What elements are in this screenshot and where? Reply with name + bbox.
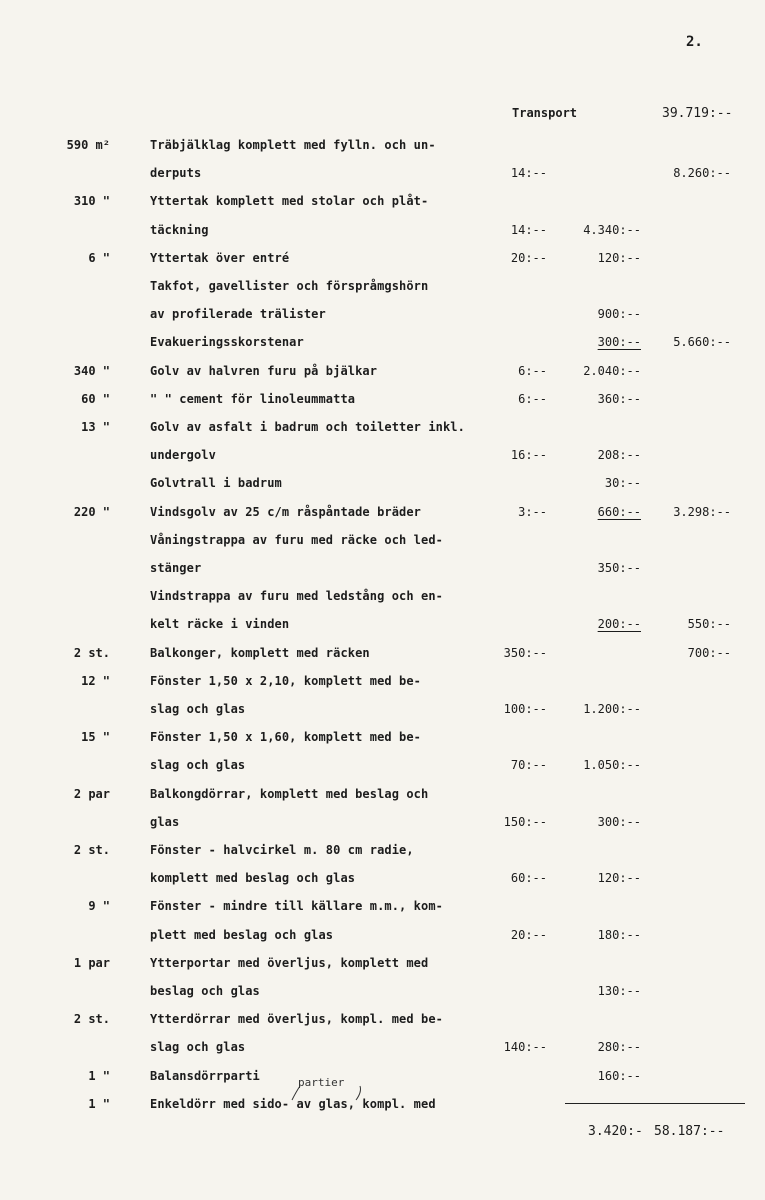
amount-cell: 30:-- [604, 476, 641, 491]
unit-price-cell: 150:-- [503, 814, 547, 829]
unit-price-cell: 60:-- [510, 871, 547, 886]
amount-cell: 120:-- [597, 871, 641, 886]
page-number: 2. [686, 34, 703, 50]
total-cell: 5.660:-- [673, 335, 731, 350]
description-cell: Enkeldörr med sido- av glas, kompl. med [150, 1096, 436, 1111]
description-cell: Fönster - mindre till källare m.m., kom- [150, 899, 443, 914]
description-cell: plett med beslag och glas [150, 927, 334, 942]
table-row [0, 138, 765, 158]
description-cell: Balkonger, komplett med räcken [150, 645, 370, 660]
table-row [0, 166, 765, 186]
table-row [0, 843, 765, 863]
description-cell: derputs [150, 166, 202, 181]
unit-price-cell: 6:-- [518, 363, 547, 378]
unit-price-cell: 20:-- [510, 250, 547, 265]
quantity-cell: 2 par [73, 786, 110, 801]
description-cell: glas [150, 814, 180, 829]
total-rule [565, 1103, 745, 1104]
amount-cell: 300:-- [597, 814, 641, 829]
table-row [0, 815, 765, 835]
description-cell: Golv av asfalt i badrum och toiletter inkl. [150, 420, 465, 434]
unit-price-cell: 100:-- [503, 702, 547, 716]
table-row [0, 392, 765, 412]
table-row [0, 561, 765, 581]
table-row [0, 674, 765, 694]
table-row [0, 646, 765, 666]
quantity-cell: 60 " [81, 391, 110, 406]
description-cell: Golvtrall i badrum [150, 476, 282, 491]
quantity-cell: 2 st. [73, 1012, 110, 1027]
unit-price-cell: 14:-- [510, 166, 547, 181]
table-row [0, 1040, 765, 1060]
unit-price-cell: 3:-- [518, 504, 547, 519]
description-cell: Ytterdörrar med överljus, kompl. med be- [150, 1012, 443, 1027]
quantity-cell: 1 " [88, 1068, 110, 1083]
table-row [0, 589, 765, 609]
quantity-cell: 310 " [73, 194, 110, 209]
amount-cell: 208:-- [597, 448, 641, 463]
total-cell: 8.260:-- [673, 166, 731, 181]
total-cell: 3.298:-- [673, 504, 731, 519]
amount-cell: 4.340:-- [583, 222, 641, 237]
table-row [0, 364, 765, 384]
quantity-cell: 220 " [73, 504, 110, 519]
description-cell: Fönster - halvcirkel m. 80 cm radie, [150, 843, 414, 857]
table-row [0, 448, 765, 468]
table-row [0, 194, 765, 214]
amount-cell: 900:-- [597, 307, 641, 322]
table-row [0, 787, 765, 807]
unit-price-cell: 14:-- [510, 222, 547, 237]
table-row [0, 702, 765, 722]
footer-sum: 3.420:- [588, 1124, 643, 1139]
description-cell: komplett med beslag och glas [150, 871, 356, 886]
table-row [0, 1097, 765, 1117]
amount-cell: 1.050:-- [583, 758, 641, 773]
handwritten-insert: partier [298, 1076, 345, 1089]
description-cell: Takfot, gavellister och förspråmgshörn [150, 279, 429, 293]
amount-cell: 200:-- [597, 617, 641, 632]
description-cell: Evakueringsskorstenar [150, 335, 304, 350]
quantity-cell: 15 " [81, 730, 110, 745]
amount-cell: 300:-- [597, 335, 641, 350]
table-row [0, 928, 765, 948]
amount-cell: 160:-- [597, 1068, 641, 1083]
quantity-cell: 9 " [88, 899, 110, 914]
quantity-cell: 1 par [73, 955, 110, 970]
table-row [0, 1069, 765, 1089]
table-row [0, 1012, 765, 1032]
description-cell: " " cement för linoleummatta [150, 391, 356, 406]
table-row [0, 956, 765, 976]
transport-label: Transport [512, 106, 578, 120]
quantity-cell: 2 st. [73, 645, 110, 660]
amount-cell: 280:-- [597, 1040, 641, 1055]
quantity-cell: 340 " [73, 363, 110, 378]
description-cell: beslag och glas [150, 984, 260, 998]
unit-price-cell: 140:-- [503, 1040, 547, 1055]
table-row [0, 617, 765, 637]
description-cell: Fönster 1,50 x 2,10, komplett med be- [150, 673, 422, 688]
description-cell: Ytterportar med överljus, komplett med [150, 955, 429, 970]
transport-value: 39.719:-- [662, 106, 733, 121]
amount-cell: 660:-- [597, 504, 641, 519]
table-row [0, 420, 765, 440]
unit-price-cell: 20:-- [510, 927, 547, 942]
table-row [0, 279, 765, 299]
description-cell: Golv av halvren furu på bjälkar [150, 363, 378, 378]
description-cell: av profilerade trälister [150, 307, 326, 322]
description-cell: stänger [150, 561, 202, 575]
description-cell: slag och glas [150, 702, 246, 716]
description-cell: Vindstrappa av furu med ledstång och en- [150, 589, 443, 604]
table-row [0, 984, 765, 1004]
description-cell: Träbjälklag komplett med fylln. och un- [150, 138, 436, 152]
quantity-cell: 12 " [81, 673, 110, 688]
description-cell: täckning [150, 222, 209, 237]
table-row [0, 730, 765, 750]
amount-cell: 130:-- [597, 984, 641, 998]
amount-cell: 1.200:-- [583, 702, 641, 716]
description-cell: Fönster 1,50 x 1,60, komplett med be- [150, 730, 422, 745]
description-cell: Vindsgolv av 25 c/m råspåntade bräder [150, 504, 422, 519]
description-cell: slag och glas [150, 758, 246, 773]
total-cell: 550:-- [687, 617, 731, 632]
unit-price-cell: 70:-- [510, 758, 547, 773]
table-row [0, 476, 765, 496]
table-row [0, 307, 765, 327]
amount-cell: 120:-- [597, 250, 641, 265]
description-cell: Våningstrappa av furu med räcke och led- [150, 532, 443, 547]
unit-price-cell: 6:-- [518, 391, 547, 406]
table-row [0, 871, 765, 891]
description-cell: Balkongdörrar, komplett med beslag och [150, 786, 429, 801]
quantity-cell: 590 m² [66, 138, 110, 152]
table-row [0, 758, 765, 778]
unit-price-cell: 16:-- [510, 448, 547, 463]
amount-cell: 180:-- [597, 927, 641, 942]
table-row [0, 899, 765, 919]
unit-price-cell: 350:-- [503, 645, 547, 660]
description-cell: kelt räcke i vinden [150, 617, 290, 632]
quantity-cell: 13 " [81, 420, 110, 434]
description-cell: Yttertak komplett med stolar och plåt- [150, 194, 429, 209]
description-cell: slag och glas [150, 1040, 246, 1055]
table-row [0, 533, 765, 553]
description-cell: Balansdörrparti [150, 1068, 260, 1083]
table-row [0, 505, 765, 525]
quantity-cell: 2 st. [73, 843, 110, 857]
description-cell: Yttertak över entré [150, 250, 290, 265]
footer-total: 58.187:-- [654, 1124, 725, 1139]
table-row [0, 251, 765, 271]
quantity-cell: 1 " [88, 1096, 110, 1111]
table-row [0, 223, 765, 243]
amount-cell: 360:-- [597, 391, 641, 406]
table-row [0, 335, 765, 355]
total-cell: 700:-- [687, 645, 731, 660]
amount-cell: 350:-- [597, 561, 641, 575]
description-cell: undergolv [150, 448, 216, 463]
amount-cell: 2.040:-- [583, 363, 641, 378]
quantity-cell: 6 " [88, 250, 110, 265]
